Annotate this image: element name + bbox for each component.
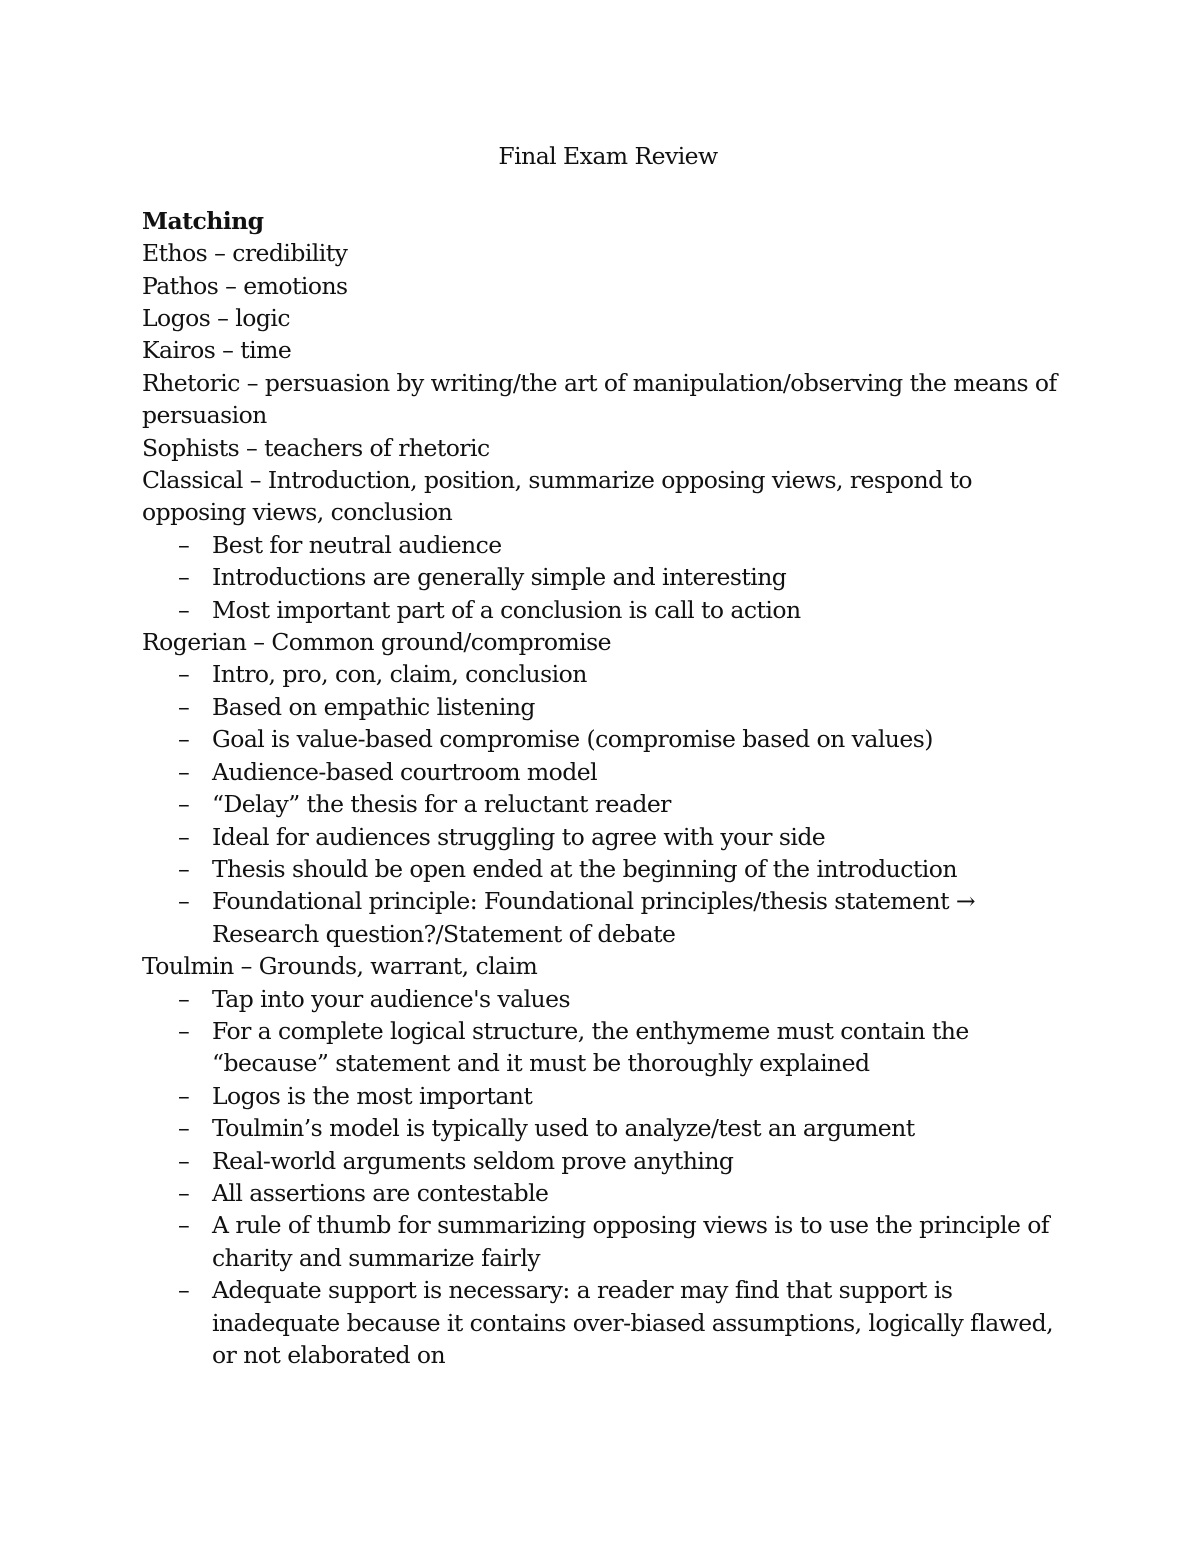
dash-marker: – [178, 822, 190, 851]
bullet-text: Logos is the most important [212, 1081, 533, 1110]
bullet-text: All assertions are contestable [212, 1178, 549, 1207]
dash-marker: – [178, 530, 190, 559]
rogerian-bullet [142, 691, 1072, 723]
classical-bullet [142, 561, 1072, 593]
toulmin-bullet [142, 1145, 1072, 1177]
toulmin-bullet [142, 983, 1072, 1015]
term-pathos: Pathos – emotions [142, 271, 348, 300]
toulmin-bullet [142, 1209, 1072, 1274]
dash-marker: – [178, 660, 190, 689]
dash-marker: – [178, 1211, 190, 1240]
rogerian-bullet [142, 853, 1072, 885]
classical-bullet [142, 594, 1072, 626]
dash-marker: – [178, 790, 190, 819]
rogerian-bullet [142, 756, 1072, 788]
rogerian-bullet [142, 821, 1072, 853]
dash-marker: – [178, 692, 190, 721]
dash-marker: – [178, 887, 190, 916]
dash-marker: – [178, 1016, 190, 1045]
term-sophists: Sophists – teachers of rhetoric [142, 433, 490, 462]
dash-marker: – [178, 1146, 190, 1175]
term-ethos: Ethos – credibility [142, 239, 348, 268]
term-logos: Logos – logic [142, 304, 290, 333]
term-toulmin: Toulmin – Grounds, warrant, claim [142, 952, 538, 981]
dash-marker: – [178, 725, 190, 754]
classical-bullet [142, 529, 1072, 561]
term-rhetoric: Rhetoric – persuasion by writing/the art of manipulation/observing the means of persuasion [142, 368, 1057, 430]
dash-marker: – [178, 1081, 190, 1110]
dash-marker: – [178, 563, 190, 592]
bullet-text: Real-world arguments seldom prove anything [212, 1146, 734, 1175]
toulmin-bullet [142, 1177, 1072, 1209]
dash-marker: – [178, 757, 190, 786]
bullet-text: Foundational principle: Foundational principles/thesis statement → Research question?/Statement of debate [212, 887, 976, 948]
rogerian-bullet [142, 788, 1072, 820]
toulmin-bullet [142, 1112, 1072, 1144]
rogerian-bullet [142, 658, 1072, 690]
dash-marker: – [178, 595, 190, 624]
document-title: Final Exam Review [498, 142, 718, 170]
term-rogerian: Rogerian – Common ground/compromise [142, 628, 612, 657]
bullet-text: Thesis should be open ended at the beginning of the introduction [212, 854, 957, 883]
toulmin-bullet [142, 1274, 1072, 1371]
dash-marker: – [178, 1178, 190, 1207]
dash-marker: – [178, 1276, 190, 1305]
toulmin-bullet [142, 1080, 1072, 1112]
bullet-text: Tap into your audience's values [212, 984, 571, 1013]
document-content [142, 140, 1072, 1371]
rogerian-bullet [142, 885, 1072, 950]
rogerian-bullet [142, 723, 1072, 755]
bullet-text: Most important part of a conclusion is call to action [212, 595, 801, 624]
bullet-text: For a complete logical structure, the enthymeme must contain the “because” statement and it must be thoroughly explained [212, 1016, 969, 1078]
dash-marker: – [178, 854, 190, 883]
bullet-text: “Delay” the thesis for a reluctant reader [212, 790, 671, 819]
bullet-text: A rule of thumb for summarizing opposing views is to use the principle of charity and summarize fairly [212, 1211, 1049, 1272]
bullet-text: Intro, pro, con, claim, conclusion [212, 660, 587, 689]
bullet-text: Ideal for audiences struggling to agree with your side [212, 822, 826, 851]
dash-marker: – [178, 1114, 190, 1143]
toulmin-bullet [142, 1015, 1072, 1080]
bullet-text: Toulmin’s model is typically used to analyze/test an argument [212, 1114, 915, 1143]
bullet-text: Best for neutral audience [212, 530, 502, 559]
dash-marker: – [178, 984, 190, 1013]
bullet-text: Based on empathic listening [212, 692, 535, 721]
bullet-text: Introductions are generally simple and interesting [212, 563, 787, 592]
bullet-text: Audience-based courtroom model [212, 757, 598, 786]
bullet-text: Adequate support is necessary: a reader may find that support is inadequate because it contains over-biased assumptions, logically flawed, or not elaborated on [212, 1276, 1053, 1370]
section-heading: Matching [142, 206, 264, 235]
bullet-text: Goal is value-based compromise (compromise based on values) [212, 725, 933, 754]
term-kairos: Kairos – time [142, 336, 292, 365]
term-classical: Classical – Introduction, position, summarize opposing views, respond to opposing views, conclusion [142, 466, 972, 527]
